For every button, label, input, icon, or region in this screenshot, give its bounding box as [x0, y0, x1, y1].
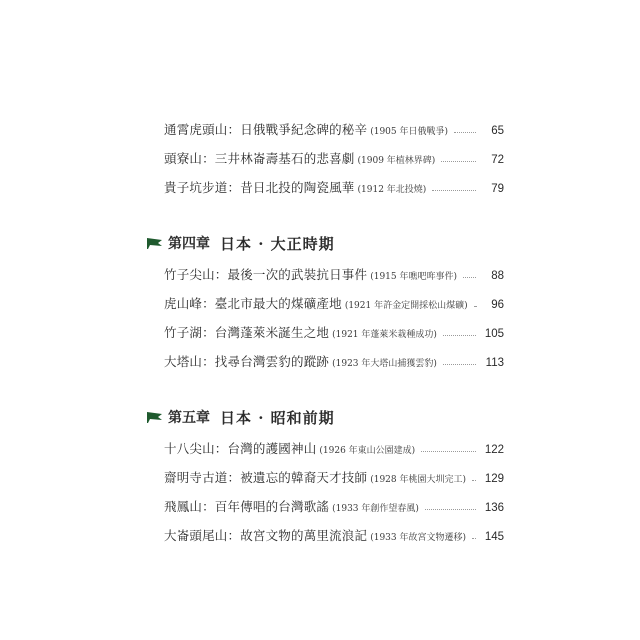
dot-leader — [463, 276, 476, 278]
entry-page-number: 113 — [485, 357, 504, 369]
entry-page-number: 105 — [484, 328, 504, 340]
entry-title: 齋明寺古道：被遺忘的韓裔天才技師 — [164, 470, 368, 485]
entry-title: 大塔山：找尋台灣雲豹的蹤跡 — [164, 354, 330, 369]
entry-title: 十八尖山：台灣的護國神山 — [164, 441, 317, 456]
entry-page-number: 79 — [491, 183, 504, 195]
entry-title: 大崙頭尾山：故宮文物的萬里流浪記 — [164, 528, 368, 543]
entry-note: (1912 年北投燒) — [357, 185, 427, 195]
dot-leader — [472, 479, 476, 481]
entry-page-number: 96 — [491, 299, 504, 311]
chapter-title: 日本 · 大正時期 — [220, 234, 335, 253]
toc-entry[interactable] — [164, 526, 504, 546]
entry-note: (1915 年噍吧哖事件) — [370, 272, 457, 282]
entry-page-number: 129 — [484, 473, 504, 485]
dot-leader — [474, 305, 476, 307]
chapter-heading-4[interactable] — [146, 231, 335, 255]
dot-leader — [454, 131, 476, 133]
toc-entry[interactable] — [164, 149, 504, 169]
entry-note: (1933 年創作望春風) — [332, 504, 419, 514]
entry-page-number: 65 — [491, 125, 504, 137]
entry-note: (1905 年日俄戰爭) — [370, 127, 448, 137]
dot-leader — [441, 160, 476, 162]
entry-note: (1909 年植林界碑) — [357, 156, 436, 166]
entry-page-number: 136 — [484, 502, 504, 514]
toc-entry[interactable] — [164, 352, 504, 372]
entry-note: (1923 年大塔山捕獲雲豹) — [332, 359, 437, 369]
entry-page-number: 145 — [484, 531, 504, 543]
toc-entry[interactable] — [164, 323, 504, 343]
entry-note: (1921 年許金定開採松山煤礦) — [344, 301, 468, 311]
entry-note: (1926 年東山公園建成) — [319, 446, 416, 456]
toc-entry[interactable] — [164, 120, 504, 140]
dot-leader — [425, 508, 476, 510]
entry-title: 竹子湖：台灣蓬萊米誕生之地 — [164, 325, 330, 340]
dot-leader — [432, 189, 476, 191]
dot-leader — [443, 334, 476, 336]
entry-title: 通霄虎頭山：日俄戰爭紀念碑的秘辛 — [164, 122, 368, 137]
toc-entry[interactable] — [164, 265, 504, 285]
entry-title: 頭寮山：三井林崙壽基石的悲喜劇 — [164, 151, 355, 166]
chapter-heading-5[interactable] — [146, 405, 335, 429]
dot-leader — [472, 537, 476, 539]
entry-title: 虎山峰：臺北市最大的煤礦產地 — [164, 296, 342, 311]
toc-entry[interactable] — [164, 178, 504, 198]
entry-page-number: 88 — [491, 270, 504, 282]
chapter-number: 第四章 — [168, 236, 210, 252]
entry-title: 竹子尖山：最後一次的武裝抗日事件 — [164, 267, 368, 282]
entry-page-number: 72 — [491, 154, 504, 166]
chapter-number: 第五章 — [168, 410, 210, 426]
chapter-title: 日本 · 昭和前期 — [220, 408, 335, 427]
dot-leader — [443, 363, 476, 365]
entry-note: (1928 年桃園大圳完工) — [370, 475, 466, 485]
flag-icon — [146, 236, 164, 250]
entry-note: (1921 年蓬萊米栽種成功) — [332, 330, 437, 340]
entry-title: 飛鳳山：百年傳唱的台灣歌謠 — [164, 499, 330, 514]
entry-title: 貴子坑步道：昔日北投的陶瓷風華 — [164, 180, 355, 195]
toc-entry[interactable] — [164, 497, 504, 517]
entry-page-number: 122 — [484, 444, 504, 456]
toc-entry[interactable] — [164, 439, 504, 459]
flag-icon — [146, 410, 164, 424]
dot-leader — [421, 450, 476, 452]
toc-entry[interactable] — [164, 294, 504, 314]
toc-entry[interactable] — [164, 468, 504, 488]
entry-note: (1933 年故宮文物遷移) — [370, 533, 466, 543]
